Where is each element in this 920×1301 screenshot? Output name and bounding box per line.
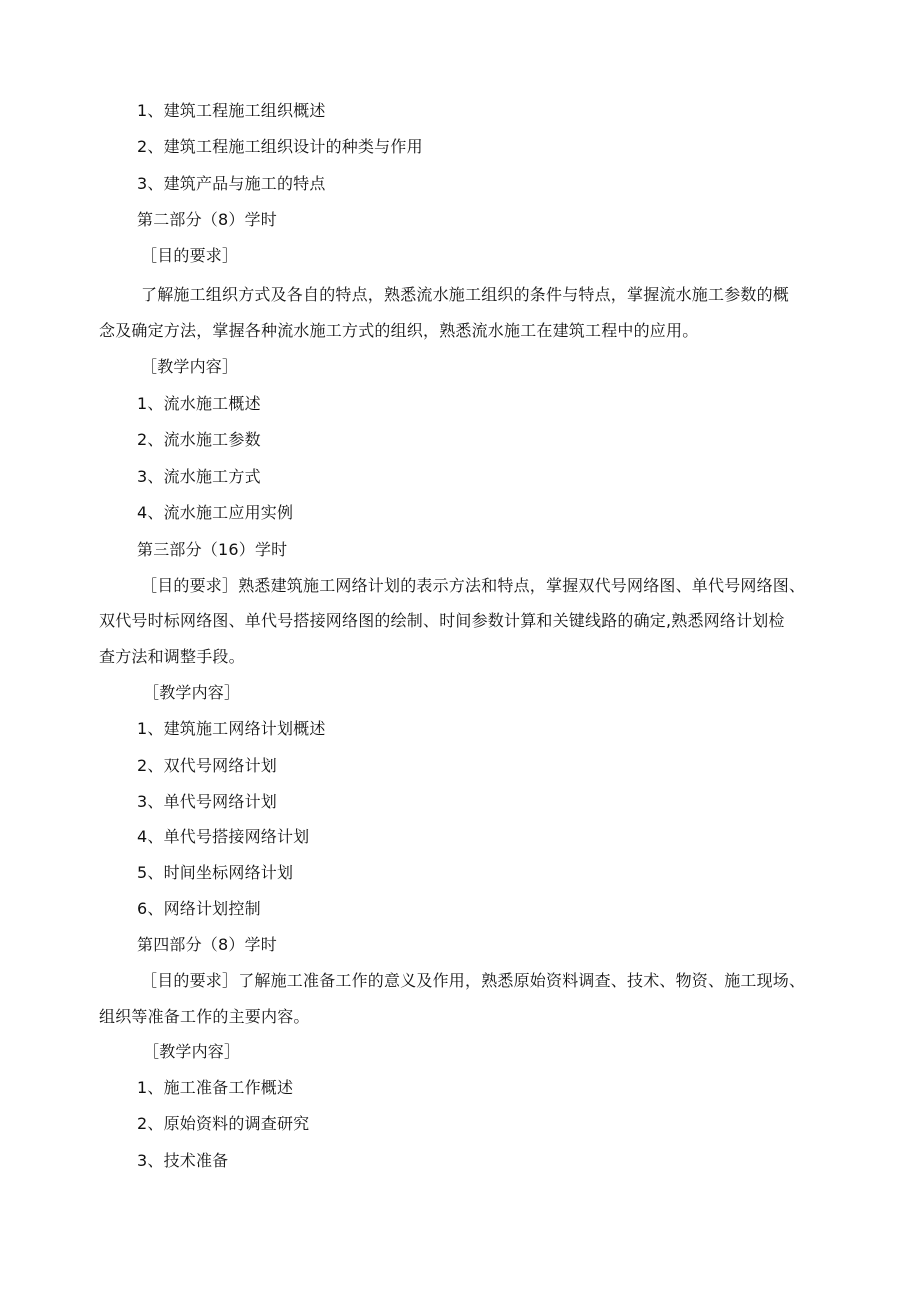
section-heading: 第四部分（8）学时: [137, 935, 277, 954]
list-item: 5、时间坐标网络计划: [137, 863, 294, 882]
paragraph-line: 组织等准备工作的主要内容。: [99, 1007, 310, 1026]
paragraph-line: 查方法和调整手段。: [99, 647, 245, 666]
list-item: 2、建筑工程施工组织设计的种类与作用: [137, 137, 423, 156]
paragraph-line: 了解施工组织方式及各自的特点，熟悉流水施工组织的条件与特点，掌握流水施工参数的概: [141, 285, 790, 304]
list-item: 2、双代号网络计划: [137, 756, 277, 775]
subheading: ［教学内容］: [141, 357, 239, 376]
list-item: 2、流水施工参数: [137, 430, 261, 449]
list-item: 2、原始资料的调查研究: [137, 1114, 310, 1133]
list-item: 6、网络计划控制: [137, 899, 261, 918]
subheading: ［教学内容］: [143, 683, 241, 702]
list-item: 3、单代号网络计划: [137, 792, 277, 811]
list-item: 3、技术准备: [137, 1151, 229, 1170]
list-item: 1、流水施工概述: [137, 394, 261, 413]
list-item: 1、建筑施工网络计划概述: [137, 719, 326, 738]
paragraph-line: ［目的要求］了解施工准备工作的意义及作用，熟悉原始资料调查、技术、物资、施工现场、: [141, 971, 806, 990]
list-item: 3、流水施工方式: [137, 467, 261, 486]
section-heading: 第二部分（8）学时: [137, 210, 277, 229]
paragraph-line: 双代号时标网络图、单代号搭接网络图的绘制、时间参数计算和关键线路的确定,熟悉网络计划检: [99, 611, 785, 630]
paragraph-line: 念及确定方法，掌握各种流水施工方式的组织，熟悉流水施工在建筑工程中的应用。: [99, 321, 699, 340]
list-item: 1、施工准备工作概述: [137, 1078, 294, 1097]
subheading: ［教学内容］: [143, 1042, 241, 1061]
list-item: 4、流水施工应用实例: [137, 503, 294, 522]
list-item: 4、单代号搭接网络计划: [137, 827, 310, 846]
section-heading: 第三部分（16）学时: [137, 540, 288, 559]
list-item: 3、建筑产品与施工的特点: [137, 174, 326, 193]
subheading: ［目的要求］: [141, 246, 239, 265]
paragraph-line: ［目的要求］熟悉建筑施工网络计划的表示方法和特点，掌握双代号网络图、单代号网络图、: [141, 576, 806, 595]
list-item: 1、建筑工程施工组织概述: [137, 101, 326, 120]
